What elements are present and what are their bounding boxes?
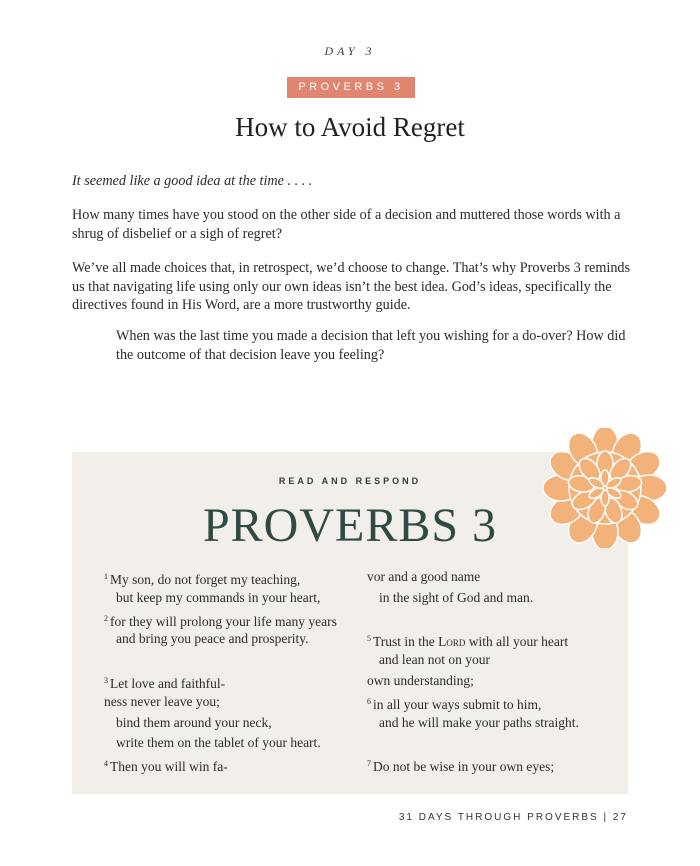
verse-line xyxy=(367,671,617,692)
verse-text: write them on the tablet of your heart. xyxy=(116,735,321,751)
verse-number: 6 xyxy=(367,696,371,706)
verse-number: 5 xyxy=(367,634,371,644)
verse-number: 4 xyxy=(104,759,108,769)
verse-line xyxy=(367,692,617,713)
page-title: How to Avoid Regret xyxy=(235,112,465,142)
read-respond-label: READ AND RESPOND xyxy=(278,476,422,486)
verse-line xyxy=(104,650,354,671)
verse-text: ness never leave you; xyxy=(104,693,220,709)
verse-text: and he will make your paths straight. xyxy=(379,714,579,730)
verse-line xyxy=(367,713,617,734)
verse-text: vor and a good name xyxy=(367,569,481,584)
verse-line xyxy=(104,733,354,754)
verse-text: My son, do not forget my teaching, xyxy=(110,572,301,587)
verse-line xyxy=(367,650,617,671)
chapter-badge: PROVERBS 3 xyxy=(287,77,415,98)
verse-text: and bring you peace and prosperity. xyxy=(116,631,309,647)
verse-text: and lean not on your xyxy=(379,652,490,668)
verse-text: own understanding; xyxy=(367,672,474,688)
verse-number: 2 xyxy=(104,613,108,623)
verse-number: 1 xyxy=(104,572,108,581)
verse-text: Let love and faithful- xyxy=(110,675,226,691)
verse-line xyxy=(367,609,617,630)
scripture-title: PROVERBS 3 xyxy=(202,499,498,552)
intro-paragraph-2: We’ve all made choices that, in retrospect, we’d choose to change. That’s why Proverbs 3 reminds us that navigating life using only our own ideas isn’t the best idea. God’s ideas, specifically the directives found in His Word, are a more trustworthy guide. xyxy=(72,260,631,313)
verse-line xyxy=(104,567,354,588)
verse-line xyxy=(104,609,354,630)
verse-text: but keep my commands in your heart, xyxy=(116,589,321,605)
verse-line xyxy=(104,629,354,650)
day-label: DAY 3 xyxy=(324,44,376,58)
verse-text: Trust in the Lord with all your heart xyxy=(373,634,569,650)
intro-lead: It seemed like a good idea at the time . . . . xyxy=(72,173,313,189)
verse-number: 3 xyxy=(104,675,108,685)
verse-text: bind them around your neck, xyxy=(116,714,272,730)
verse-line xyxy=(104,754,354,775)
scripture-column-right xyxy=(367,567,617,775)
verse-line xyxy=(104,671,354,692)
intro-paragraph-1: How many times have you stood on the other side of a decision and muttered those words with a shrug of disbelief or a sigh of regret? xyxy=(72,207,621,242)
verse-line xyxy=(367,629,617,650)
verse-text: Then you will win fa- xyxy=(110,759,228,775)
verse-text: for they will prolong your life many years xyxy=(110,613,337,629)
verse-text: in all your ways submit to him, xyxy=(373,696,542,712)
verse-line xyxy=(104,692,354,713)
verse-line xyxy=(104,713,354,734)
verse-text: Do not be wise in your own eyes; xyxy=(373,759,555,775)
verse-line xyxy=(367,588,617,609)
scripture-column-left xyxy=(104,567,354,775)
page-footer: 31 DAYS THROUGH PROVERBS | 27 xyxy=(398,812,628,823)
verse-line xyxy=(367,733,617,754)
reflection-prompt: When was the last time you made a decision that left you wishing for a do-over? How did the outcome of that decision leave you feeling? xyxy=(116,328,626,363)
verse-line xyxy=(367,754,617,775)
verse-line xyxy=(367,567,617,588)
verse-text: in the sight of God and man. xyxy=(379,589,534,605)
verse-line xyxy=(104,588,354,609)
verse-number: 7 xyxy=(367,759,371,769)
